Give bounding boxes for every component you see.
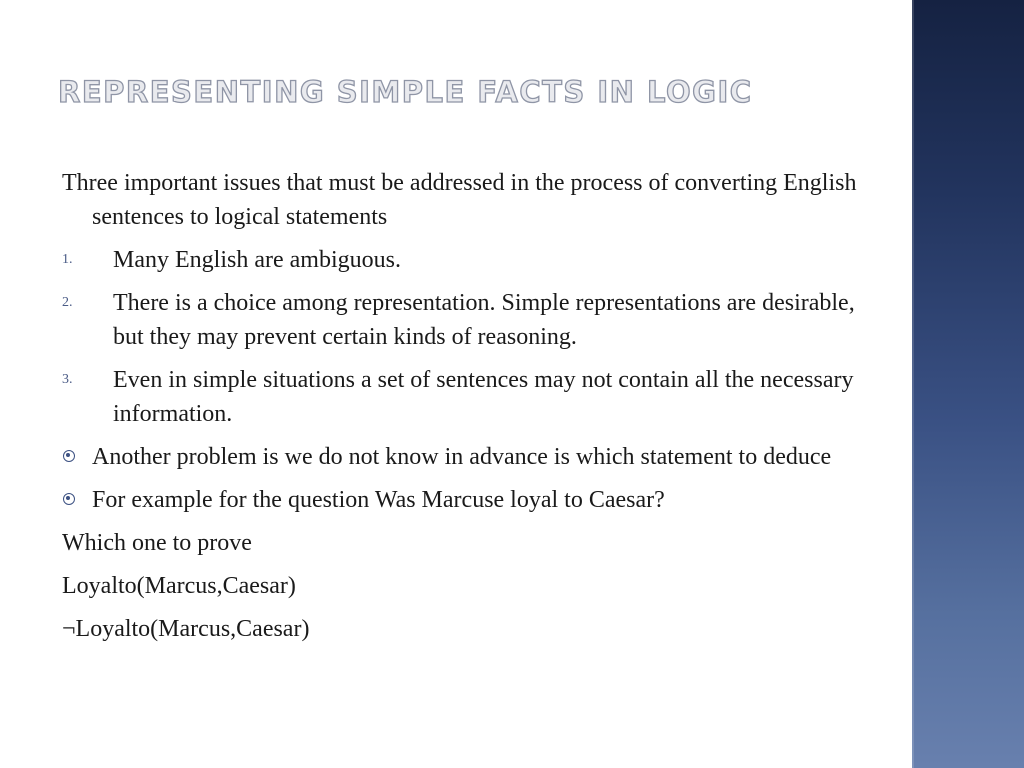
item-text: There is a choice among representation. Simple representations are desirable, but they may prevent certain kinds of reasoning.: [113, 290, 855, 350]
circled-dot-icon: [63, 493, 75, 505]
bullet-text: For example for the question Was Marcuse loyal to Caesar?: [92, 487, 665, 513]
item-number: 2.: [62, 295, 73, 310]
numbered-item-2: [62, 286, 862, 354]
slide-content: [62, 166, 862, 655]
decorative-side-band: [912, 0, 1024, 768]
slide-title: REPRESENTING SIMPLE FACTS IN LOGIC: [58, 75, 753, 109]
numbered-item-3: [62, 363, 862, 431]
intro-paragraph: Three important issues that must be addressed in the process of converting English sentences to logical statements: [62, 170, 857, 230]
item-number: 1.: [62, 252, 73, 267]
bullet-text: Another problem is we do not know in advance is which statement to deduce: [92, 444, 832, 470]
numbered-item-1: [62, 243, 862, 277]
plain-line-predicate: Loyalto(Marcus,Caesar): [62, 573, 296, 599]
item-text: Many English are ambiguous.: [113, 247, 401, 273]
plain-line-prove: Which one to prove: [62, 530, 252, 556]
plain-line-negated-predicate: ¬Loyalto(Marcus,Caesar): [62, 616, 310, 642]
item-text: Even in simple situations a set of sentences may not contain all the necessary information.: [113, 367, 854, 427]
item-number: 3.: [62, 372, 73, 387]
circled-dot-icon: [63, 450, 75, 462]
bullet-item-1: [62, 440, 862, 474]
bullet-item-2: [62, 483, 862, 517]
